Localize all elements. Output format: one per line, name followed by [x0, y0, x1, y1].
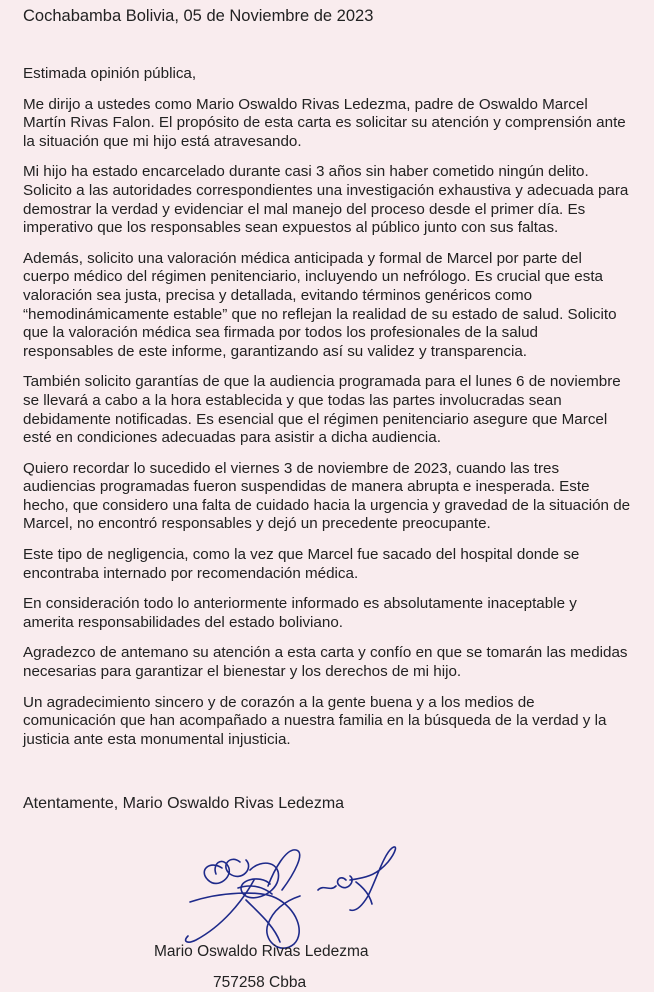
date-line: Cochabamba Bolivia, 05 de Noviembre de 2023 — [23, 7, 374, 25]
paragraph-3: Además, solicito una valoración médica anticipada y formal de Marcel por parte del cuerpo médico del régimen penitenciario, incluyendo un nefrólogo. Es crucial que esta valoración sea justa, precisa y detallada, evitando términos genéricos como “hemodinámicamente estable” que no reflejan la realidad de su estado de salud. Solicito que la valoración médica sea firmada por todos los profesionales de la salud responsables de este informe, garantizando así su validez y transparencia. — [23, 249, 617, 360]
paragraph-4: También solicito garantías de que la audiencia programada para el lunes 6 de noviembre se llevará a cabo a la hora establecida y que todas las partes involucradas sean debidamente notificadas. Es esencial que el régimen penitenciario asegure que Marcel esté en condiciones adecuadas para asistir a dicha audiencia. — [23, 373, 621, 447]
closing-line: Atentamente, Mario Oswaldo Rivas Ledezma — [23, 795, 345, 813]
paragraph-2: Mi hijo ha estado encarcelado durante casi 3 años sin haber cometido ningún delito. Solicito a las autoridades correspondientes una investigación exhaustiva y adecuada para demostrar la verdad y evidenciar el mal manejo del proceso desde el primer día. Es imperativo que los responsables sean expuestos al público junto con sus faltas. — [23, 163, 629, 237]
paragraph-7: En consideración todo lo anteriormente informado es absolutamente inaceptable y amerita responsabilidades del estado boliviano. — [23, 595, 577, 631]
signature-block — [0, 840, 654, 988]
handwritten-signature — [150, 840, 410, 955]
paragraph-8: Agradezco de antemano su atención a esta carta y confío en que se tomarán las medidas necesarias para garantizar el bienestar y los derechos de mi hijo. — [23, 644, 628, 681]
paragraph-6: Este tipo de negligencia, como la vez que Marcel fue sacado del hospital donde se encontraba internado por recomendación médica. — [23, 546, 580, 582]
paragraph-1: Me dirijo a ustedes como Mario Oswaldo Rivas Ledezma, padre de Oswaldo Marcel Martín Rivas Falon. El propósito de esta carta es solicitar su atención y comprensión ante la situación que mi hijo está atravesando. — [23, 95, 626, 150]
salutation: Estimada opinión pública, — [23, 65, 197, 82]
paragraph-5: Quiero recordar lo sucedido el viernes 3 de noviembre de 2023, cuando las tres audiencias programadas fueron suspendidas de manera abrupta e inesperada. Este hecho, que considero una falta de cuidado hacia la urgencia y gravedad de la situación de Marcel, no encontró responsables y dejó un precedente preocupante. — [23, 459, 631, 533]
signature-name: Mario Oswaldo Rivas Ledezma — [154, 943, 369, 960]
letter — [23, 0, 631, 814]
paragraph-9: Un agradecimiento sincero y de corazón a la gente buena y a los medios de comunicación que han acompañado a nuestra familia en la búsqueda de la verdad y la justicia ante esta monumental injusticia. — [23, 693, 607, 748]
signature-id-line: 757258 Cbba — [213, 974, 307, 991]
